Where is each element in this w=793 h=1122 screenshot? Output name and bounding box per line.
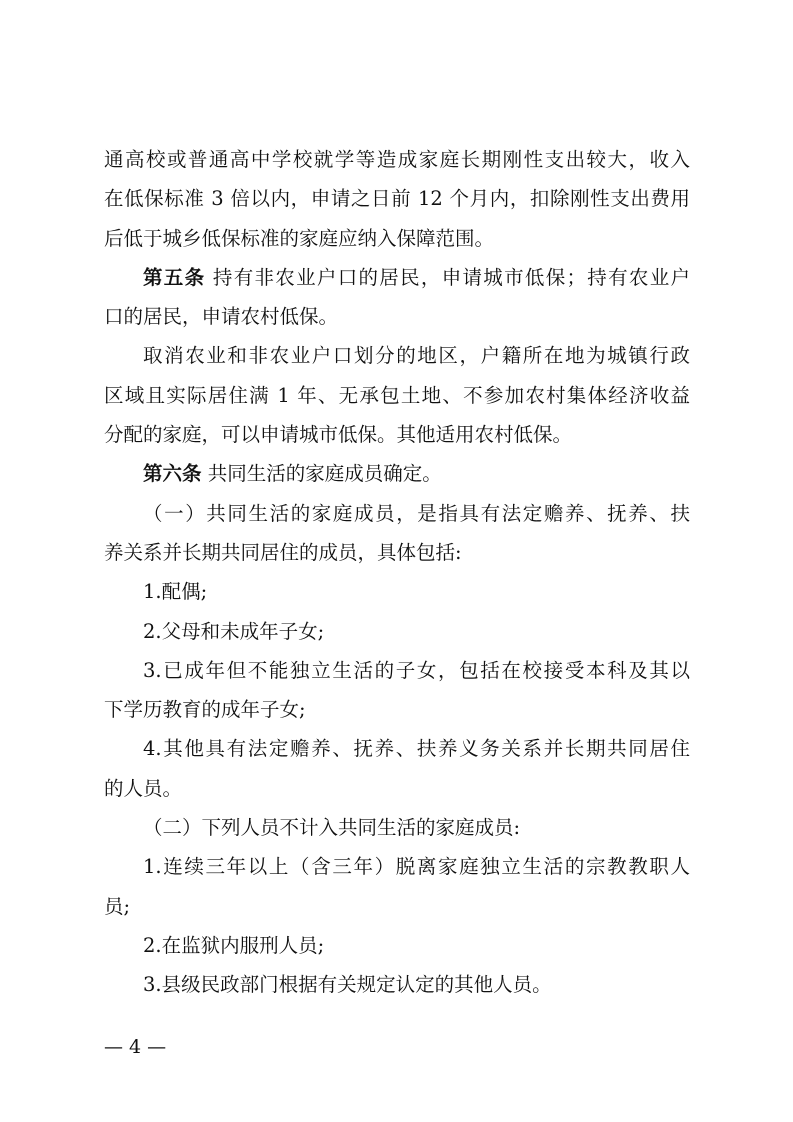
list-item: 3.已成年但不能独立生活的子女，包括在校接受本科及其以 xyxy=(143,658,690,682)
article-6-heading: 第六条 xyxy=(143,462,202,486)
text-line: （二）下列人员不计入共同生活的家庭成员: xyxy=(143,816,521,840)
text-line: （一）共同生活的家庭成员，是指具有法定赡养、抚养、扶 xyxy=(143,501,690,525)
text-line: 取消农业和非农业户口划分的地区，户籍所在地为城镇行政 xyxy=(143,344,690,368)
page-number: — 4 — xyxy=(104,1036,167,1058)
list-item: 2.父母和未成年子女; xyxy=(143,619,325,643)
list-item: 1.连续三年以上（含三年）脱离家庭独立生活的宗教教职人 xyxy=(143,855,690,879)
text-line: 养关系并长期共同居住的成员，具体包括: xyxy=(104,540,462,564)
list-item: 4.其他具有法定赡养、抚养、扶养义务关系并长期共同居住 xyxy=(143,737,690,761)
list-item: 2.在监狱内服刑人员; xyxy=(143,933,325,957)
article-5-heading: 第五条 xyxy=(143,265,206,289)
text-line: 分配的家庭，可以申请城市低保。其他适用农村低保。 xyxy=(104,423,573,447)
list-item: 3.县级民政部门根据有关规定认定的其他人员。 xyxy=(143,973,552,997)
text-line: 后低于城乡低保标准的家庭应纳入保障范围。 xyxy=(104,226,495,250)
text-line: 通高校或普通高中学校就学等造成家庭长期刚性支出较大，收入 xyxy=(104,148,690,171)
text-line: 口的居民，申请农村低保。 xyxy=(104,305,339,329)
text-line: 区域且实际居住满 1 年、无承包土地、不参加农村集体经济收益 xyxy=(104,383,690,407)
text-line: 的人员。 xyxy=(104,776,183,800)
text-span: 共同生活的家庭成员确定。 xyxy=(201,462,442,486)
text-span: 持有非农业户口的居民，申请城市低保；持有农业户 xyxy=(205,265,690,289)
document-body xyxy=(104,140,690,1005)
text-line: 员; xyxy=(104,894,131,918)
article-5-paragraph xyxy=(104,258,690,297)
article-6-paragraph xyxy=(104,454,690,493)
text-line: 下学历教育的成年子女; xyxy=(104,698,306,722)
list-item: 1.配偶; xyxy=(143,580,208,604)
text-line: 在低保标准 3 倍以内，申请之日前 12 个月内，扣除刚性支出费用 xyxy=(104,187,690,211)
